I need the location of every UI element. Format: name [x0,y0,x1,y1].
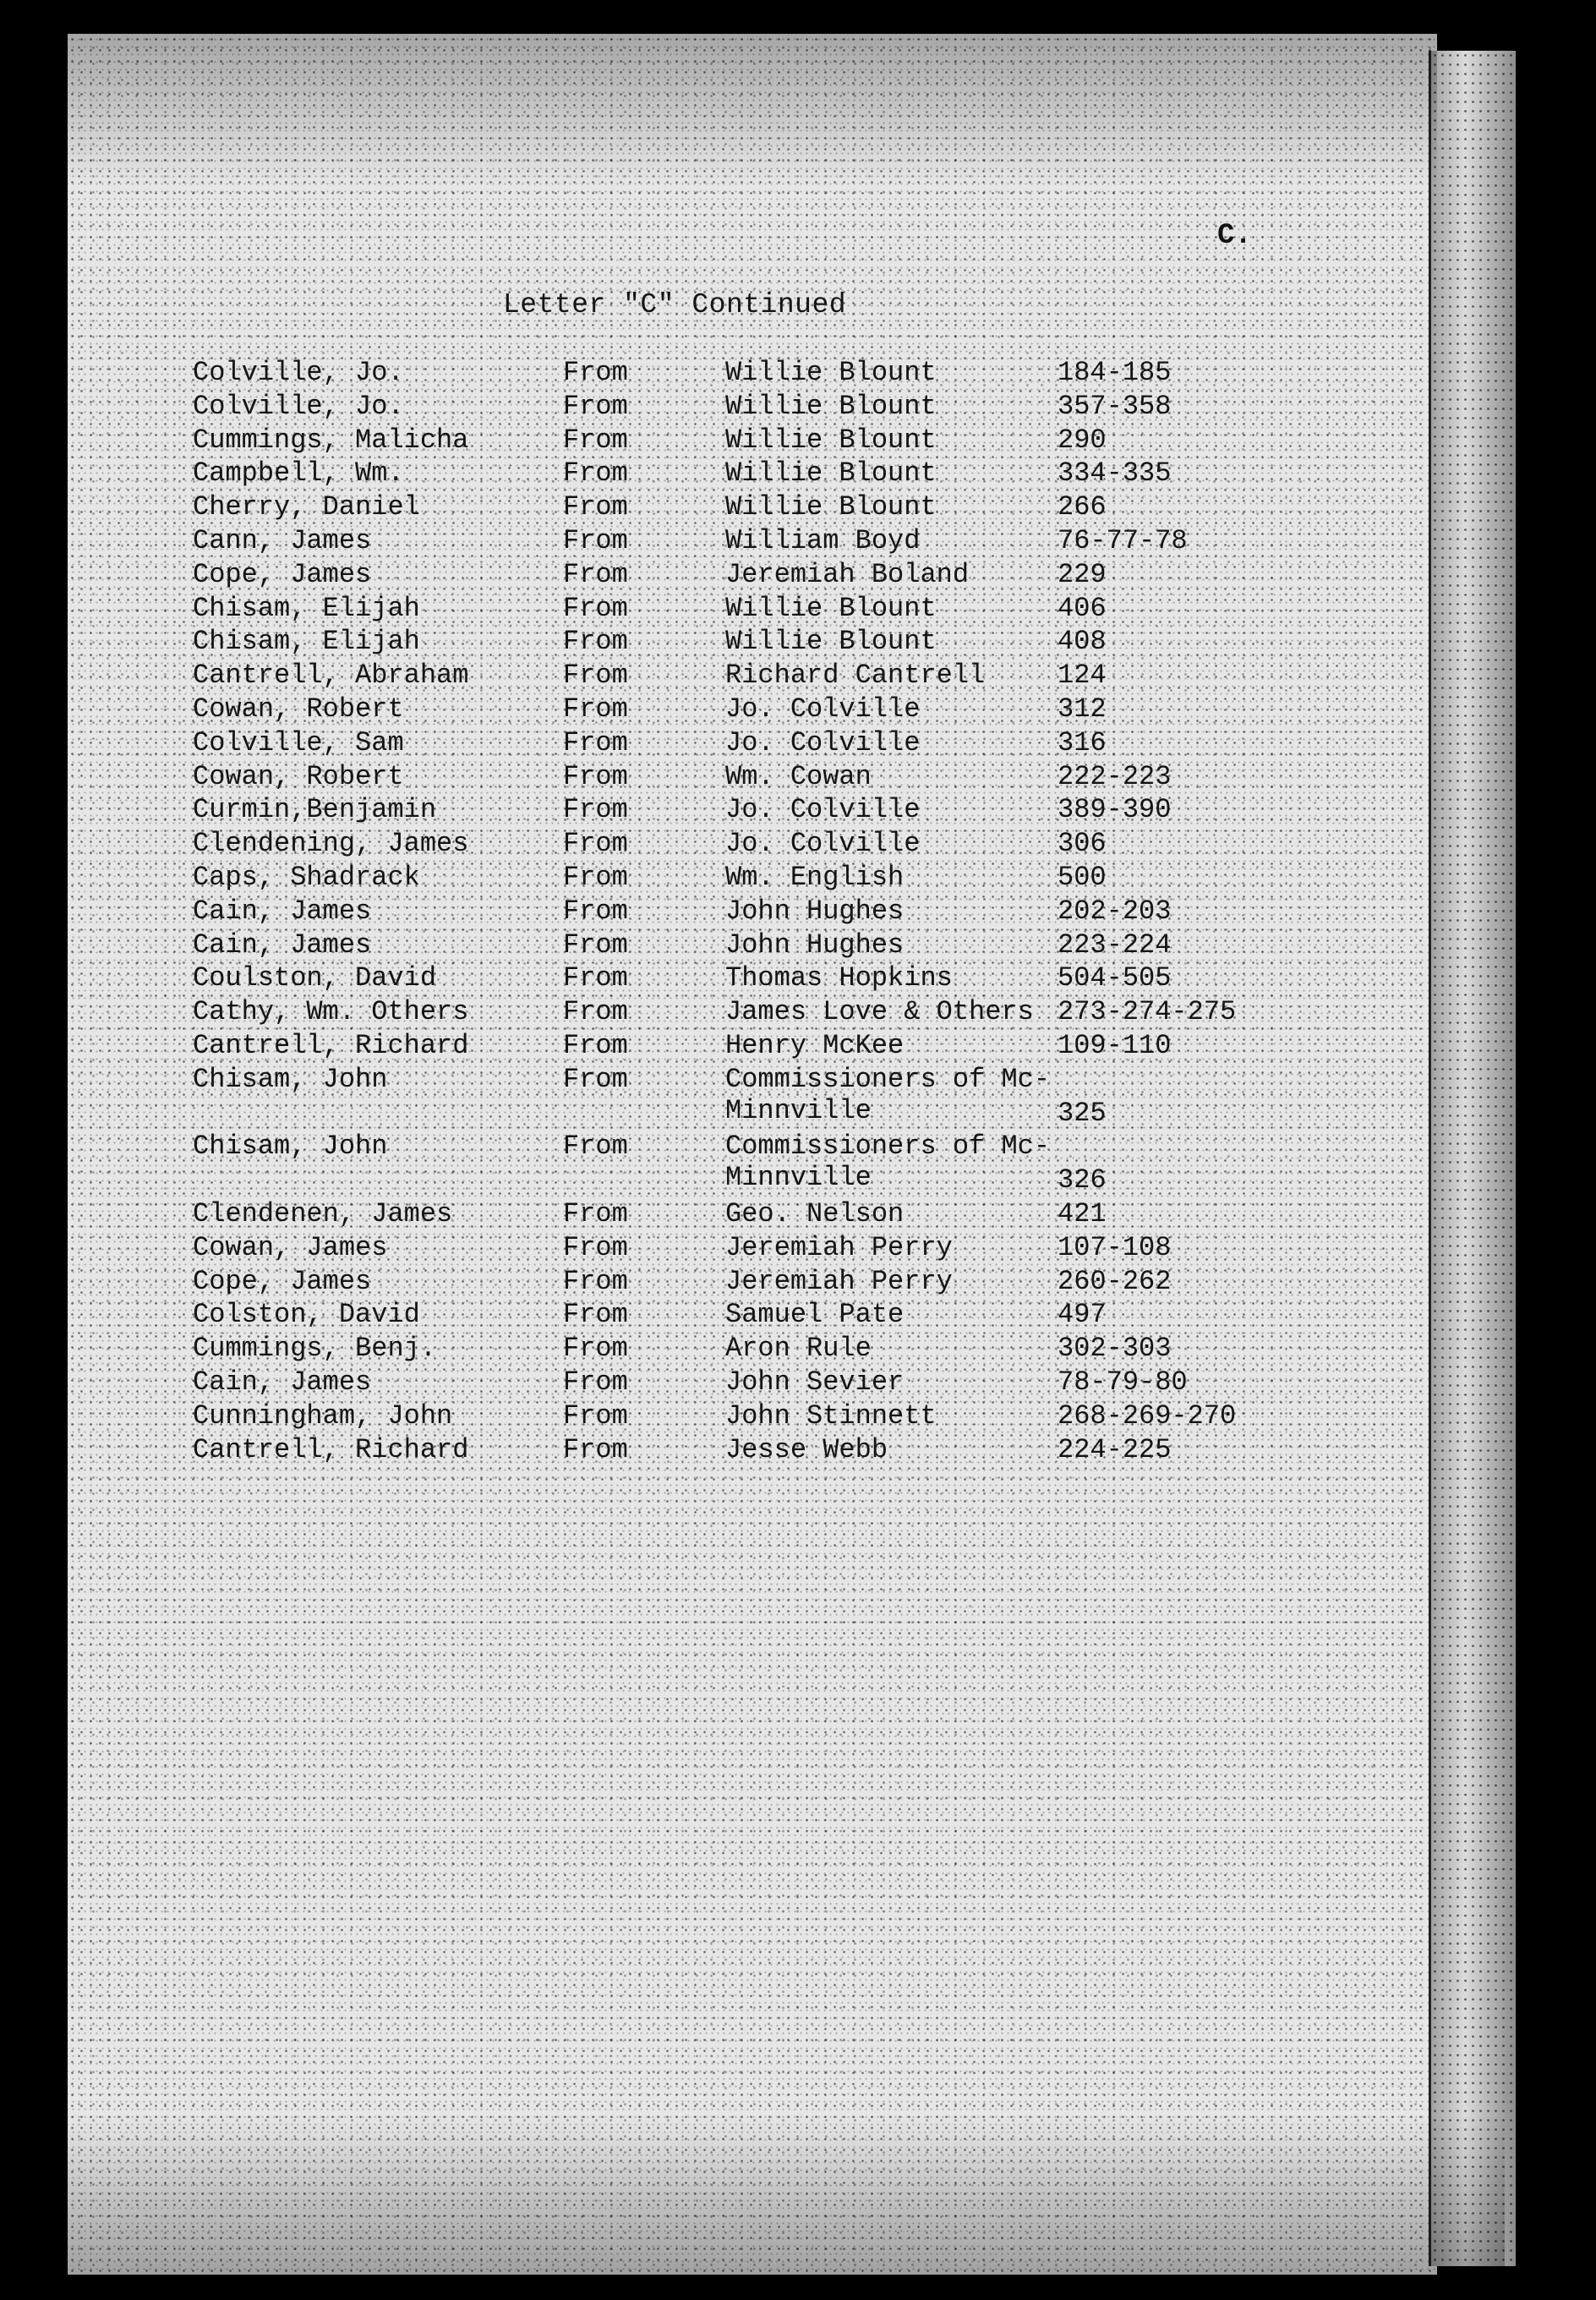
entry-direction: From [563,1299,628,1331]
entry-sender [725,491,937,523]
entry-sender-line: Wm. Cowan [725,760,872,792]
entry-sender-line: Jeremiah Perry [725,1265,953,1297]
entry-pages: 78-79-80 [1058,1366,1188,1398]
entry-pages: 268-269-270 [1058,1399,1237,1432]
entry-sender [725,862,904,893]
entry-sender [725,1198,904,1229]
entry-name: Cain, James [193,928,372,961]
entry-direction: From [563,1197,628,1229]
entry-sender [725,1266,953,1297]
entry-sender-line: John Sevier [725,1366,905,1398]
entry-sender [725,525,920,556]
entry-direction: From [563,1366,628,1398]
entry-pages: 124 [1058,660,1107,692]
list-item [193,626,1292,660]
entry-direction: From [563,1029,628,1061]
entry-sender [725,761,872,792]
list-item [193,1131,1292,1198]
list-item [193,1232,1292,1266]
entry-direction: From [563,524,628,556]
entry-direction: From [563,962,628,994]
entry-sender [725,626,937,657]
entry-sender-line: John Stinnett [725,1399,937,1432]
entry-name: Colston, David [193,1299,420,1331]
entry-sender-line: Jeremiah Perry [725,1231,953,1263]
entry-pages: 202-203 [1058,895,1172,927]
entry-name: Clendenen, James [193,1197,453,1229]
entry-sender [725,996,1034,1027]
entry-sender [725,1333,872,1364]
entry-sender [725,1064,1050,1126]
entry-direction: From [563,1063,628,1095]
entry-name: Cope, James [193,1265,372,1297]
entry-direction: From [563,1231,628,1263]
entry-name: Cummings, Benj. [193,1333,437,1365]
list-item [193,1333,1292,1366]
entry-sender-line: Henry McKee [725,1029,905,1061]
entry-name: Coulston, David [193,962,437,994]
entry-name: Curmin,Benjamin [193,794,437,826]
entry-sender [725,929,904,961]
list-item [193,391,1292,424]
entry-name: Cain, James [193,1366,372,1398]
entry-pages: 184-185 [1058,357,1172,388]
list-item [193,525,1292,559]
entry-direction: From [563,592,628,624]
entry-pages: 504-505 [1058,962,1172,994]
entry-direction: From [563,726,628,758]
list-item [193,1434,1292,1468]
entry-name: Chisam, Elijah [193,592,420,624]
entry-pages: 290 [1058,424,1107,456]
entry-pages: 107-108 [1058,1231,1172,1263]
entry-pages: 312 [1058,693,1107,725]
entry-sender [725,660,985,691]
entry-pages: 389-390 [1058,794,1172,826]
entry-name: Colville, Jo. [193,390,404,422]
entry-name: Campbell, Wm. [193,457,404,490]
entry-pages: 334-335 [1058,457,1172,490]
entry-pages: 325 [1058,1097,1107,1129]
entry-sender-line: Jeremiah Boland [725,558,970,590]
entry-pages: 224-225 [1058,1433,1172,1465]
list-item [193,895,1292,929]
entry-pages: 326 [1058,1164,1107,1197]
entry-sender-line: Jo. Colville [725,828,921,860]
entry-direction: From [563,828,628,860]
entry-name: Cope, James [193,558,372,590]
entry-sender-line: James Love & Others [725,996,1034,1028]
entry-sender [725,559,969,590]
entry-name: Cummings, Malicha [193,424,469,456]
entry-sender-line: Willie Blount [725,390,937,422]
entry-direction: From [563,390,628,422]
entry-sender [725,1434,888,1465]
entry-sender [725,424,937,456]
entry-direction: From [563,895,628,927]
entry-sender-line: Willie Blount [725,491,937,523]
entry-pages: 273-274-275 [1058,996,1237,1028]
entry-direction: From [563,996,628,1028]
list-item [193,1366,1292,1400]
entry-sender-line: Willie Blount [725,424,937,456]
entry-name: Cherry, Daniel [193,491,420,523]
list-item [193,996,1292,1030]
entry-name: Cunningham, John [193,1399,453,1432]
entry-sender-line: Jesse Webb [725,1433,888,1465]
entry-sender-line: Willie Blount [725,626,937,658]
list-item [193,1198,1292,1232]
list-item [193,1064,1292,1131]
entry-pages: 76-77-78 [1058,524,1188,556]
entry-pages: 109-110 [1058,1029,1172,1061]
entry-pages: 316 [1058,726,1107,758]
entry-sender [725,1232,953,1263]
entry-sender [725,1400,937,1432]
entry-pages: 266 [1058,491,1107,523]
entry-direction: From [563,861,628,893]
entry-name: Cantrell, Richard [193,1029,469,1061]
entry-pages: 260-262 [1058,1265,1172,1297]
bottom-shadow [68,2114,1505,2275]
entry-pages: 229 [1058,558,1107,590]
entry-sender-line: Commissioners of Mc- [725,1131,1051,1163]
entry-name: Cain, James [193,895,372,927]
entry-sender [725,1366,904,1398]
entry-direction: From [563,457,628,490]
entry-direction: From [563,626,628,658]
entry-name: Cowan, James [193,1231,388,1263]
entry-name: Cathy, Wm. Others [193,996,469,1028]
entry-sender-line: Commissioners of Mc- [725,1063,1051,1095]
entry-pages: 500 [1058,861,1107,893]
entry-sender [725,1131,1050,1193]
list-item [193,727,1292,761]
entry-pages: 223-224 [1058,928,1172,961]
entry-pages: 306 [1058,828,1107,860]
entry-pages: 408 [1058,626,1107,658]
entry-direction: From [563,794,628,826]
list-item [193,660,1292,693]
entry-direction: From [563,357,628,388]
entry-list [193,357,1292,1467]
list-item [193,1266,1292,1300]
entry-pages: 222-223 [1058,760,1172,792]
entry-sender [725,1030,904,1061]
entry-sender [725,357,937,388]
entry-sender-line: Geo. Nelson [725,1197,905,1229]
list-item [193,593,1292,627]
entry-sender-line: Jo. Colville [725,726,921,758]
entry-name: Cowan, Robert [193,760,404,792]
entry-direction: From [563,491,628,523]
entry-sender-line: Aron Rule [725,1333,872,1365]
entry-sender [725,391,937,422]
entry-direction: From [563,660,628,692]
entry-sender-line: Jo. Colville [725,794,921,826]
entry-sender-line: Wm. English [725,861,905,893]
entry-sender-line: William Boyd [725,524,921,556]
entry-sender [725,1299,904,1330]
entry-pages: 497 [1058,1299,1107,1331]
entry-sender-line: Willie Blount [725,457,937,490]
entry-name: Clendening, James [193,828,469,860]
entry-pages: 302-303 [1058,1333,1172,1365]
entry-sender [725,962,953,994]
entry-direction: From [563,760,628,792]
entry-direction: From [563,1433,628,1465]
entry-sender-line: Willie Blount [725,592,937,624]
entry-sender-line: Willie Blount [725,357,937,388]
list-item [193,457,1292,491]
list-item [193,491,1292,525]
entry-sender [725,727,920,758]
entry-pages: 357-358 [1058,390,1172,422]
entry-direction: From [563,558,628,590]
entry-sender-continuation: Minnville [725,1094,872,1126]
top-shadow [68,34,1437,186]
entry-sender [725,828,920,859]
list-item [193,761,1292,795]
entry-direction: From [563,1131,628,1163]
entry-direction: From [563,1265,628,1297]
entry-name: Cantrell, Abraham [193,660,469,692]
list-item [193,357,1292,391]
entry-sender-line: John Hughes [725,895,905,927]
entry-pages: 421 [1058,1197,1107,1229]
list-item [193,962,1292,996]
entry-name: Colville, Sam [193,726,404,758]
entry-sender-line: Jo. Colville [725,693,921,725]
entry-name: Chisam, John [193,1131,388,1163]
entry-sender [725,457,937,489]
entry-name: Chisam, John [193,1063,388,1095]
list-item [193,828,1292,862]
entry-name: Cowan, Robert [193,693,404,725]
list-item [193,1299,1292,1333]
list-item [193,929,1292,963]
entry-direction: From [563,1399,628,1432]
list-item [193,794,1292,828]
entry-direction: From [563,1333,628,1365]
entry-name: Cantrell, Richard [193,1433,469,1465]
entry-direction: From [563,424,628,456]
list-item [193,1400,1292,1434]
entry-name: Cann, James [193,524,372,556]
entry-sender [725,693,920,725]
entry-sender-line: Richard Cantrell [725,660,986,692]
entry-name: Colville, Jo. [193,357,404,388]
list-item [193,559,1292,593]
entry-sender [725,794,920,825]
entry-sender [725,895,904,927]
entry-name: Caps, Shadrack [193,861,420,893]
entry-name: Chisam, Elijah [193,626,420,658]
entry-sender [725,593,937,624]
entry-pages: 406 [1058,592,1107,624]
paper-edge [1429,51,1516,2266]
page-title: Letter "C" Continued [503,289,847,320]
list-item [193,693,1292,727]
list-item [193,424,1292,458]
entry-sender-line: Thomas Hopkins [725,962,953,994]
page-marker: C. [1217,220,1252,252]
entry-sender-continuation: Minnville [725,1162,872,1194]
entry-sender-line: Samuel Pate [725,1299,905,1331]
entry-direction: From [563,693,628,725]
entry-direction: From [563,928,628,961]
entry-sender-line: John Hughes [725,928,905,961]
list-item [193,862,1292,895]
list-item [193,1030,1292,1064]
